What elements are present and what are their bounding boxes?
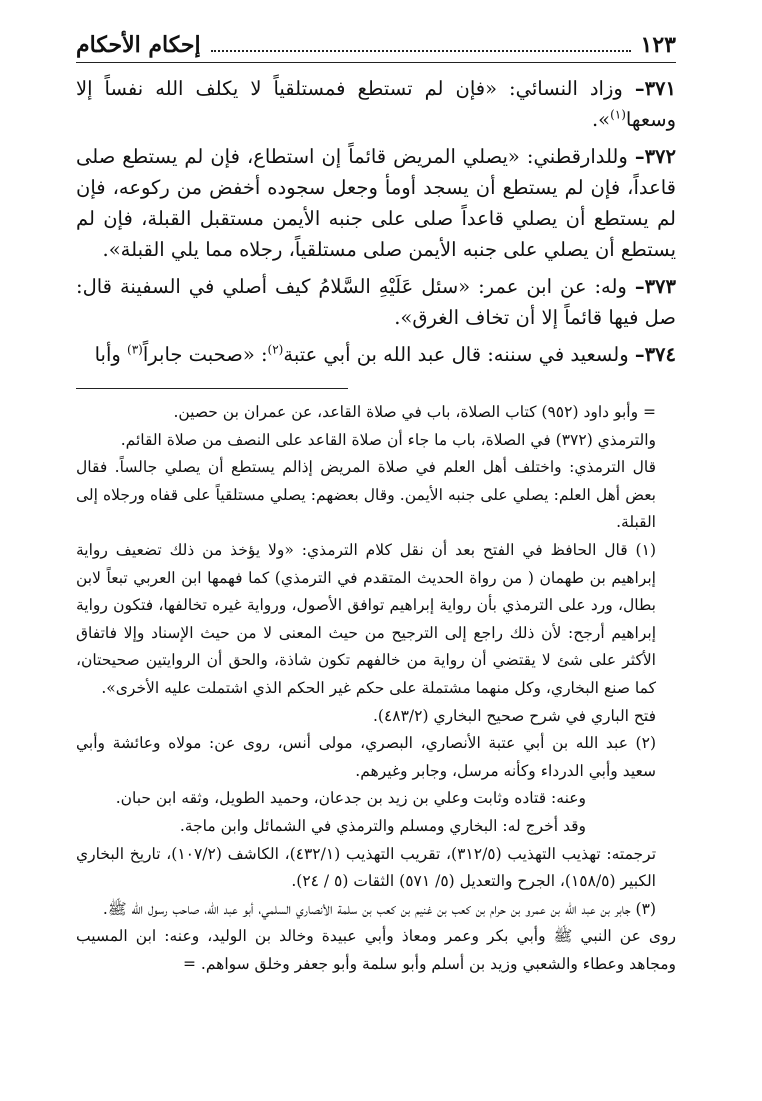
hadith-text-mid: : «صحبت جابراً [142,343,268,366]
footnote-ref: (٢) [267,342,284,357]
hadith-text: وللدارقطني: «يصلي المريض قائماً إن استطاع، فإن لم يستطع صلى قاعداً، فإن لم يستطع أن يسجد أومأ وجعل سجوده أخفض من ركوعه، فإن لم يستطع أن يصلي قاعداً صلى على جنبه الأيمن مستقبل القبلة، فإن لم يستطع أن يصلي على جنبه الأيمن صلى مستلقياً، رجلاه مما يلي القبلة». [76,145,676,261]
running-title: إحكام الأحكام [76,32,201,58]
hadith-text-end: وأبا [94,343,128,366]
hadith-text-end: ». [591,108,611,131]
footnote-line: وعنه: قتاده وثابت وعلي بن زيد بن جدعان، وحميد الطويل، وثقه ابن حبان. [115,789,586,808]
footnote-line: ترجمته: تهذيب التهذيب (٣١٢/٥)، تقريب التهذيب (٤٣٢/١)، الكاشف (١٠٧/٢)، تاريخ البخاري الكبير (١٥٨/٥)، الجرح والتعديل (٥/ ٥٧١) الثقات (٥ / ٢٤). [76,844,657,891]
footnote-separator [76,388,348,389]
hadith-372 [76,141,676,265]
hadith-371 [76,73,676,135]
footnote-line: والترمذي (٣٧٢) في الصلاة، باب ما جاء أن صلاة القاعد على النصف من صلاة القائم. [120,430,656,449]
hadith-text: ولسعيد في سننه: قال عبد الله بن أبي عتبة [283,343,629,366]
hadith-373 [76,271,676,333]
footnote-line: روى عن النبي ﷺ وأبي بكر وعمر ومعاذ وأبي عبيدة وخالد بن الوليد، وعنه: ابن المسيب ومجاهد وعطاء والشعبي وزيد بن أسلم وأبو سلمة وأبو جعفر وخلق سواهم. = [76,927,676,973]
page-number: ١٢٣ [640,32,676,58]
hadith-number: ٣٧٢– [634,145,676,168]
footnote-line: فتح الباري في شرح صحيح البخاري (٤٨٣/٢). [372,706,656,725]
hadith-number: ٣٧٤– [634,343,676,366]
footnote-3: (٣) جابر بن عبد الله بن عمرو بن حرام بن كعب بن غنيم بن كعب بن سلمة الأنصاري السلمي، أبو عبد الله، صاحب رسول الله ﷺ. [102,899,656,918]
footnotes [76,399,676,978]
footnote-line: وقد أخرج له: البخاري ومسلم والترمذي في الشمائل وابن ماجة. [179,816,586,835]
footnote-line: = وأبو داود (٩٥٢) كتاب الصلاة، باب في صلاة القاعد، عن عمران بن حصين. [173,403,656,421]
hadith-text: وزاد النسائي: «فإن لم تستطع فمستلقياً لا يكلف الله نفساً إلا وسعها [76,77,676,131]
footnote-1: (١) قال الحافظ في الفتح بعد أن نقل كلام الترمذي: «ولا يؤخذ من ذلك تضعيف رواية إبراهيم بن طهمان ( من رواة الحديث المتقدم في الترمذي) كما فهمها ابن العربي تبعاً لابن بطال، ورد على الترمذي بأن رواية إبراهيم توافق الأصول، ورواية غيره تخالفها، فتكون رواية إبراهيم أرجح: لأن ذلك راجع إلى الترجيح من حيث المعنى لا من حيث الإسناد وإلا فاتفاق الأكثر على شئ لا يقتضي أن رواية من خالفهم تكون شاذة، والحق أن الروايتين صحيحتان، كما صنع البخاري، وكل منهما مشتملة على حكم غير الحكم الذي اشتملت عليه الأخرى». [76,540,656,697]
hadith-text: وله: عن ابن عمر: «سئل عَلَيْهِ السَّلامُ كيف أصلي في السفينة قال: صل فيها قائماً إلا أن تخاف الغرق». [76,275,676,329]
footnote-line: قال الترمذي: واختلف أهل العلم في صلاة المريض إذالم يستطع أن يصلي جالساً. فقال بعض أهل العلم: يصلي على جنبه الأيمن. وقال بعضهم: يصلي مستلقياً على قفاه ورجلاه إلى القبلة. [76,458,656,532]
header-leader-dots [211,50,631,52]
main-text [76,73,676,370]
hadith-number: ٣٧٣– [634,275,676,298]
hadith-number: ٣٧١– [634,77,676,100]
page-header [76,32,676,63]
footnote-2: (٢) عبد الله بن أبي عتبة الأنصاري، البصري، مولى أنس، روى عن: مولاه وعائشة وأبي سعيد وأبي الدرداء وكأنه مرسل، وجابر وغيرهم. [76,734,656,780]
footnote-ref: (٣) [127,342,143,357]
footnote-ref: (١) [610,107,626,122]
hadith-374 [76,339,676,370]
